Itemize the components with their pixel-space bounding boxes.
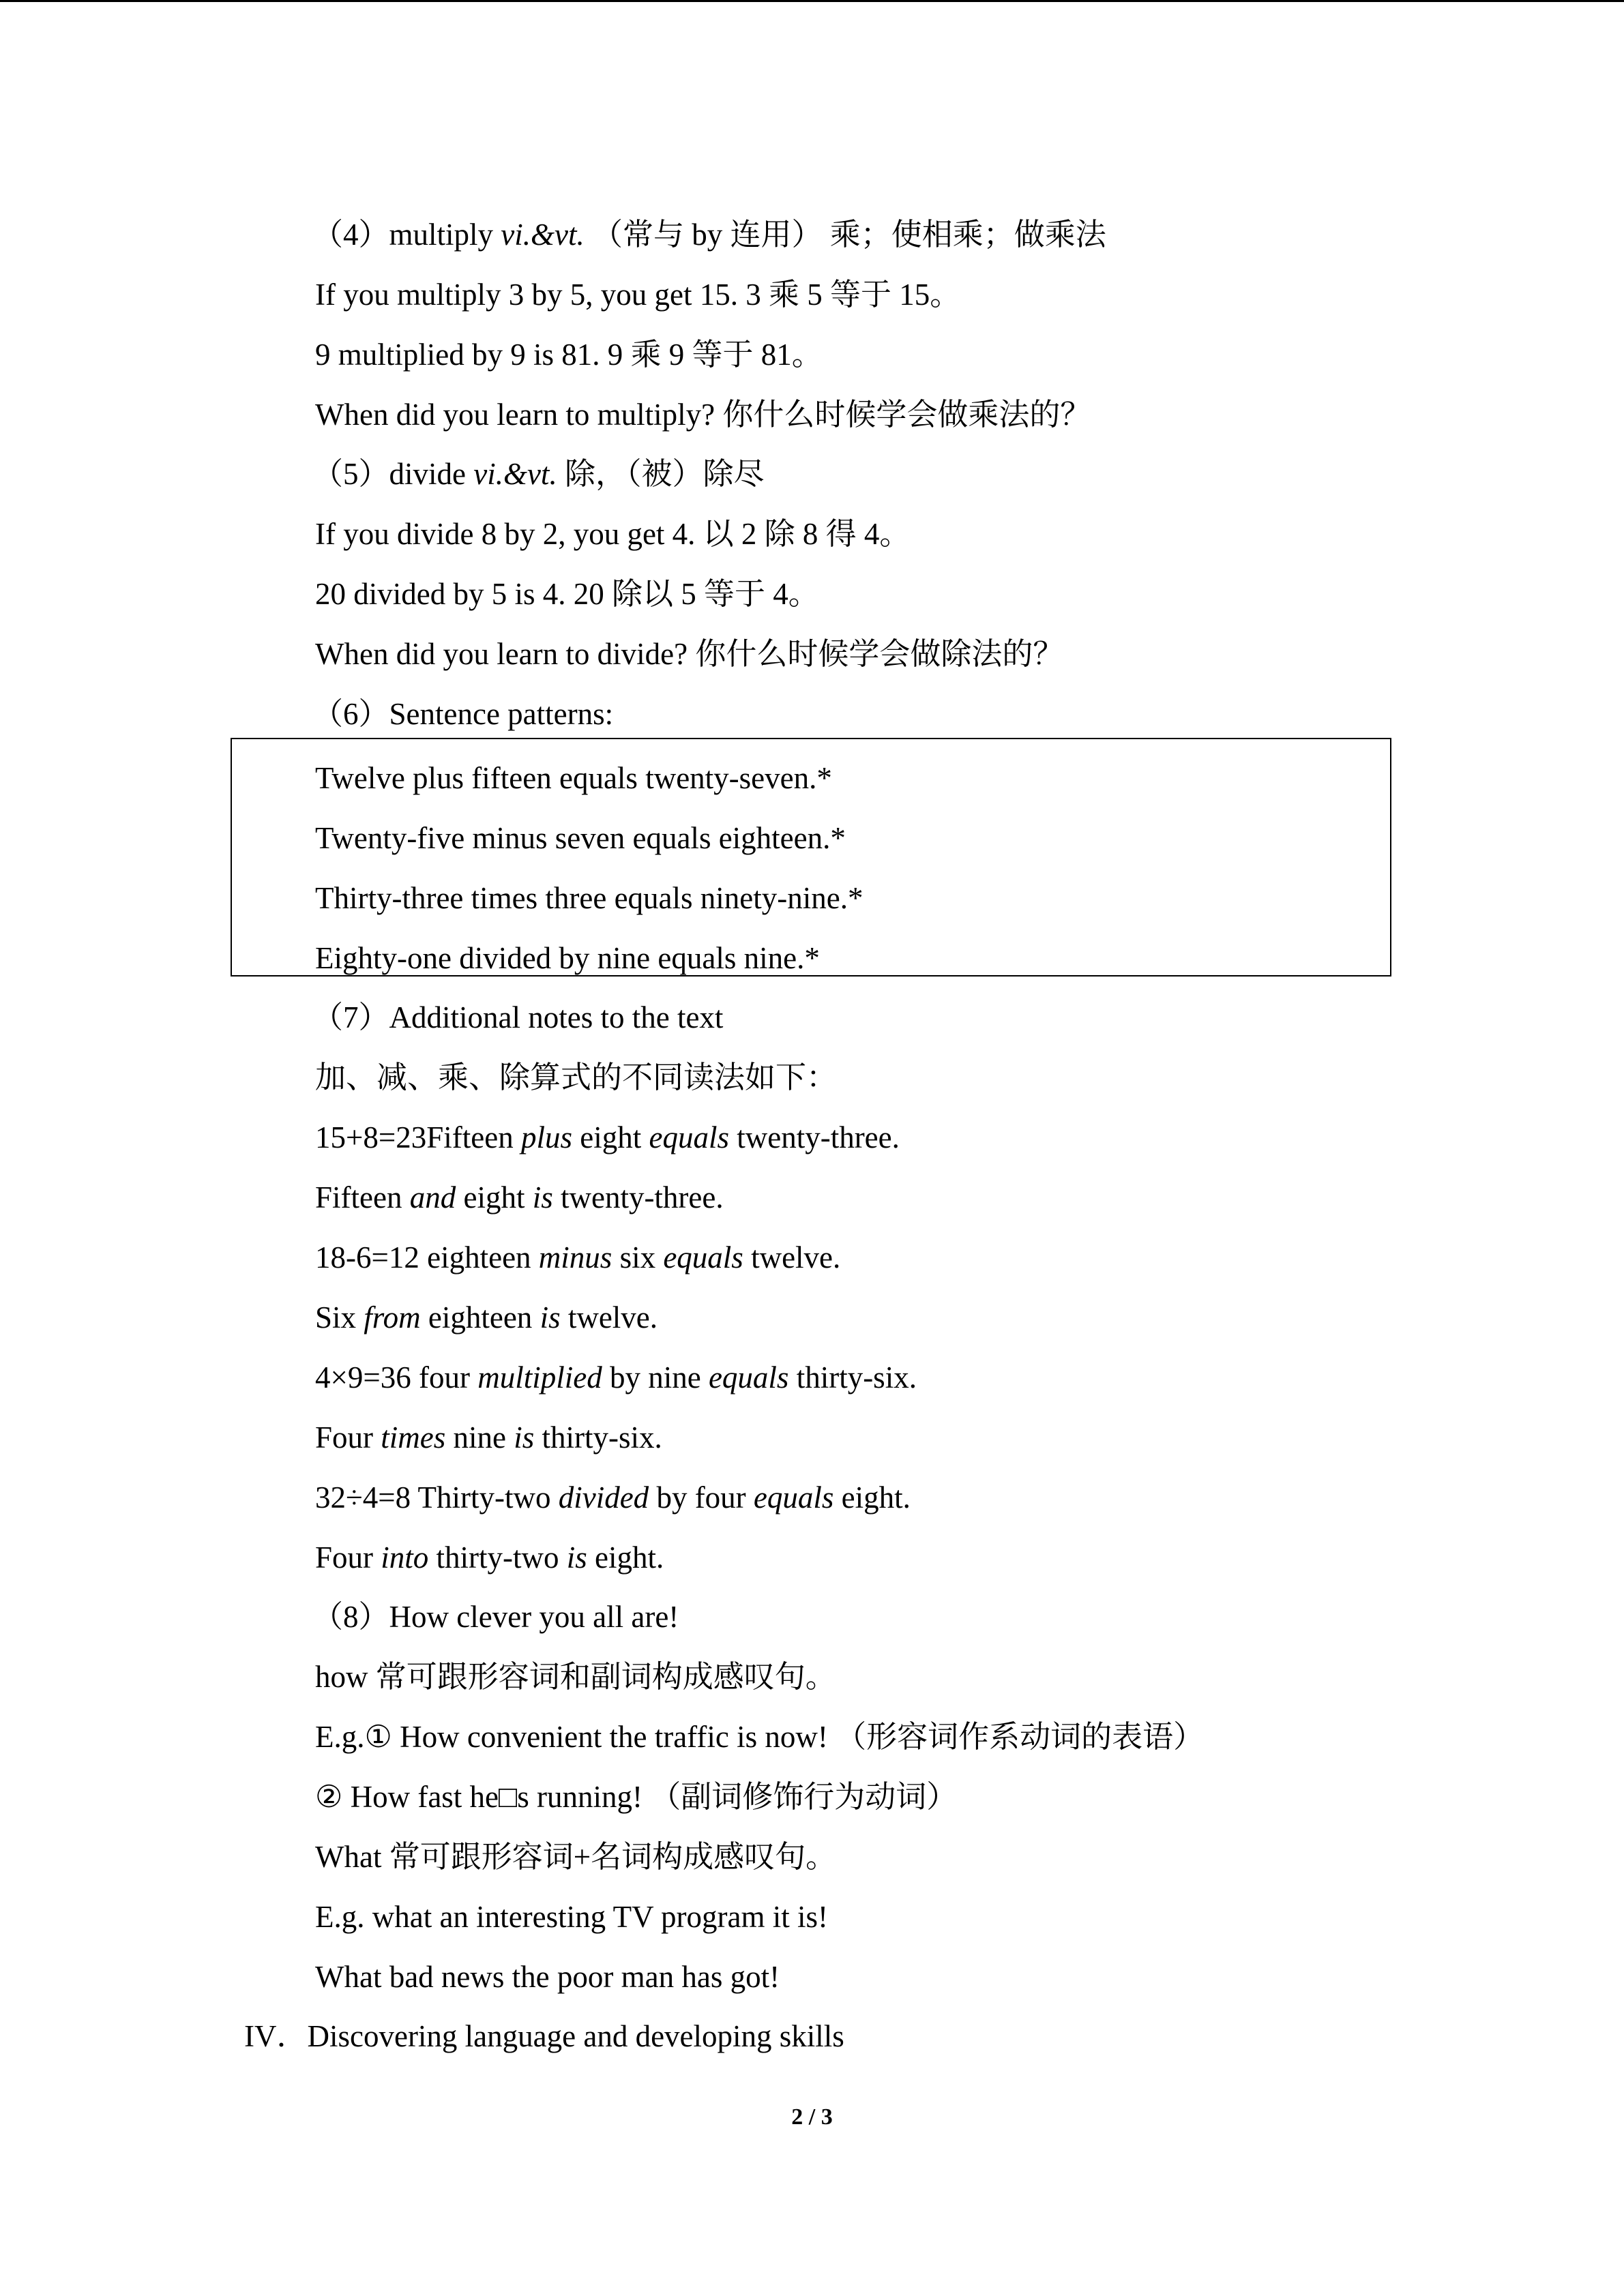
note-italic: minus [538, 1240, 612, 1274]
note-text: by four [649, 1480, 754, 1515]
note-text: 18-6=12 eighteen [315, 1240, 539, 1274]
note-italic: equals [649, 1120, 729, 1154]
note-italic: and [409, 1180, 456, 1214]
note-text: by nine [602, 1360, 709, 1395]
note-text: eight [456, 1180, 533, 1214]
example-multiply-1: If you multiply 3 by 5, you get 15. 3 乘 5 等于 15。 [315, 278, 961, 312]
note-italic: plus [520, 1120, 572, 1154]
note-text: 32÷4=8 Thirty-two [315, 1480, 559, 1515]
note-text: twenty-three. [552, 1180, 724, 1214]
item-8-how-clever: （8）How clever you all are! [312, 1600, 679, 1634]
item-7-additional-notes: （7）Additional notes to the text [312, 1000, 724, 1034]
item-5-head: （5）divide [312, 457, 474, 491]
notes-intro: 加、减、乘、除算式的不同读法如下： [315, 1060, 838, 1094]
note-italic: into [381, 1540, 429, 1575]
note-italic: equals [753, 1480, 834, 1515]
example-divide-2: 20 divided by 5 is 4. 20 除以 5 等于 4。 [315, 577, 819, 611]
note-text: six [612, 1240, 664, 1274]
note-text: eight [572, 1120, 649, 1154]
item-5-divide [312, 455, 764, 493]
top-border-line [0, 0, 1624, 2]
note-text: eighteen [420, 1300, 540, 1335]
example-divide-1: If you divide 8 by 2, you get 4. 以 2 除 8 得 4。 [315, 517, 911, 551]
note-text: twelve. [560, 1300, 658, 1335]
note-line [315, 1238, 840, 1277]
note-text: nine [445, 1420, 514, 1455]
item-4-meaning: （常与 by 连用） 乘；使相乘；做乘法 [584, 218, 1106, 252]
exclamation-example-3: E.g. what an interesting TV program it is! [315, 1900, 828, 1934]
example-divide-3: When did you learn to divide? 你什么时候学会做除法的？ [315, 637, 1064, 671]
example-multiply-3: When did you learn to multiply? 你什么时候学会做乘法的？ [315, 398, 1091, 432]
note-italic: is [566, 1540, 587, 1575]
note-text: Six [315, 1300, 364, 1335]
note-text: 4×9=36 four [315, 1360, 478, 1395]
pattern-line: Twelve plus fifteen equals twenty-seven.* [315, 761, 832, 795]
item-4-multiply [312, 215, 1106, 254]
note-italic: equals [663, 1240, 743, 1274]
note-line [315, 1178, 724, 1217]
note-line [315, 1298, 658, 1337]
note-text: eight. [587, 1540, 664, 1575]
item-4-pos: vi.&vt. [501, 218, 585, 252]
note-italic: is [540, 1300, 561, 1335]
note-line [315, 1538, 664, 1577]
note-italic: divided [558, 1480, 649, 1515]
note-line [315, 1358, 917, 1397]
item-5-meaning: 除，（被）除尽 [557, 457, 765, 491]
item-6-sentence-patterns: （6）Sentence patterns: [312, 697, 614, 731]
note-text: thirty-six. [534, 1420, 662, 1455]
note-text: twelve. [743, 1240, 841, 1274]
exclamation-example-2: ② How fast he□s running! （副词修饰行为动词） [315, 1780, 958, 1814]
note-italic: multiplied [477, 1360, 602, 1395]
note-text: thirty-six. [788, 1360, 917, 1395]
note-text: 15+8=23Fifteen [315, 1120, 521, 1154]
exclamation-example-4: What bad news the poor man has got! [315, 1960, 780, 1994]
section-iv-heading: IV．Discovering language and developing skills [244, 2019, 844, 2053]
example-multiply-2: 9 multiplied by 9 is 81. 9 乘 9 等于 81。 [315, 338, 823, 372]
note-text: eight. [833, 1480, 911, 1515]
note-line [315, 1118, 900, 1157]
note-text: twenty-three. [728, 1120, 900, 1154]
item-4-head: （4）multiply [312, 218, 501, 252]
item-5-pos: vi.&vt. [473, 457, 557, 491]
note-text: Four [315, 1420, 381, 1455]
note-text: thirty-two [428, 1540, 567, 1575]
note-line [315, 1478, 911, 1517]
exclamation-what-rule: What 常可跟形容词+名词构成感叹句。 [315, 1840, 837, 1874]
pattern-line: Thirty-three times three equals ninety-nine.* [315, 881, 863, 915]
note-italic: equals [708, 1360, 789, 1395]
exclamation-example-1: E.g.① How convenient the traffic is now! （形容词作系动词的表语） [315, 1720, 1205, 1754]
note-text: Four [315, 1540, 381, 1575]
note-line [315, 1418, 662, 1457]
pattern-line: Eighty-one divided by nine equals nine.* [315, 941, 820, 975]
pattern-line: Twenty-five minus seven equals eighteen.* [315, 821, 846, 855]
page-number: 2 / 3 [791, 2104, 833, 2130]
note-italic: times [381, 1420, 446, 1455]
note-text: Fifteen [315, 1180, 410, 1214]
note-italic: is [532, 1180, 553, 1214]
note-italic: from [364, 1300, 421, 1335]
note-italic: is [514, 1420, 535, 1455]
exclamation-how-rule: how 常可跟形容词和副词构成感叹句。 [315, 1660, 836, 1694]
